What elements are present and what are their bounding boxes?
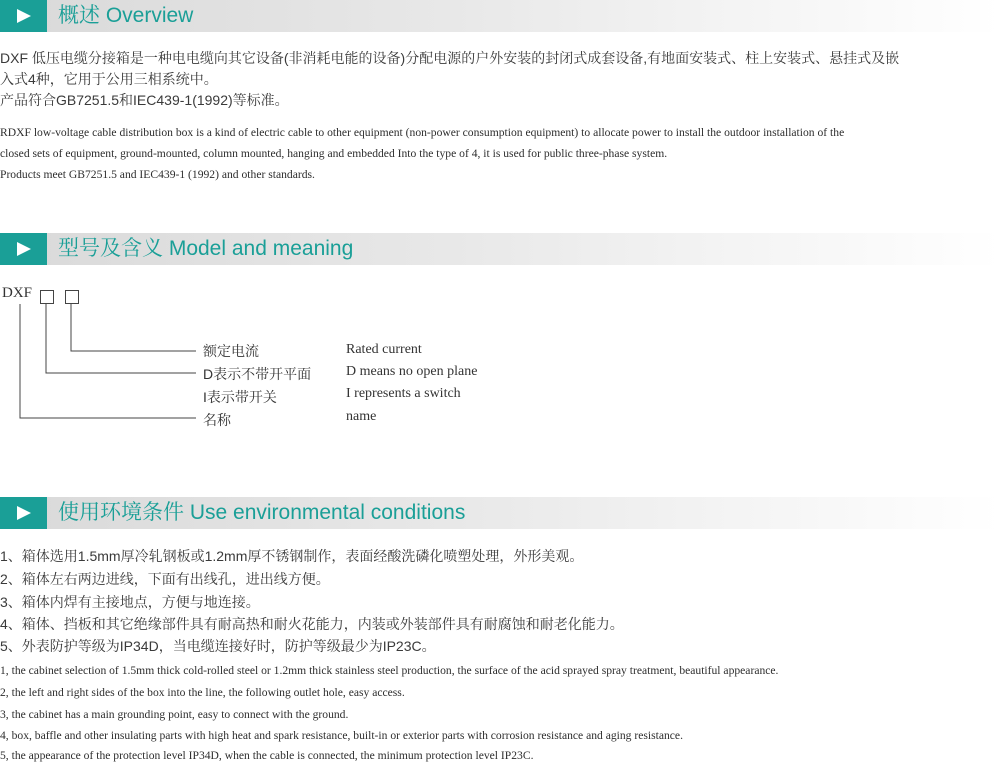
model-item-zh: 额定电流 [203,343,259,359]
model-bracket-diagram [0,300,200,430]
model-item-en: Rated current [346,342,422,357]
model-item-en: D means no open plane [346,364,478,379]
model-item-zh: D表示不带开平面 [203,366,312,382]
play-arrow-icon [0,497,47,529]
conditions-zh-item: 2、箱体左右两边进线，下面有出线孔，进出线方便。 [0,571,330,587]
conditions-zh-item: 3、箱体内焊有主接地点，方便与地连接。 [0,594,260,610]
conditions-en-item: 2, the left and right sides of the box into the line, the following outlet hole, easy access. [0,686,405,699]
conditions-title: 使用环境条件 Use environmental conditions [58,501,466,524]
conditions-en-item: 4, box, baffle and other insulating parts with high heat and spark resistance, built-in or exterior parts with corrosion resistance and aging resistance. [0,729,683,742]
conditions-en-item: 3, the cabinet has a main grounding point, easy to connect with the ground. [0,708,349,721]
overview-section-header [0,0,1000,32]
play-arrow-icon [0,0,47,32]
conditions-zh-item: 4、箱体、挡板和其它绝缘部件具有耐高热和耐火花能力，内装或外装部件具有耐腐蚀和耐老化能力。 [0,616,624,632]
overview-en-line: closed sets of equipment, ground-mounted, column mounted, hanging and embedded Into the type of 4, it is used for public three-phase system. [0,147,668,160]
conditions-en-item: 1, the cabinet selection of 1.5mm thick cold-rolled steel or 1.2mm thick stainless steel production, the surface of the acid sprayed spray treatment, beautiful appearance. [0,664,779,677]
overview-en-line: Products meet GB7251.5 and IEC439-1 (1992) and other standards. [0,168,315,181]
model-item-zh: I表示带开关 [203,389,277,405]
model-item-en: name [346,409,377,424]
overview-zh-line: 入式4种，它用于公用三相系统中。 [0,71,218,87]
conditions-section-header [0,497,1000,529]
overview-en-line: RDXF low-voltage cable distribution box is a kind of electric cable to other equipment (non-power consumption equipment) to allocate power to install the outdoor installation of the [0,126,845,139]
overview-title: 概述 Overview [58,4,194,27]
conditions-zh-item: 1、箱体选用1.5mm厚冷轧钢板或1.2mm厚不锈钢制作，表面经酸洗磷化喷塑处理，外形美观。 [0,548,584,564]
model-item-zh: 名称 [203,412,231,428]
play-arrow-icon [0,233,47,265]
model-code: DXF [2,285,33,301]
model-item-en: I represents a switch [346,386,461,401]
conditions-zh-item: 5、外表防护等级为IP34D，当电缆连接好时，防护等级最少为IP23C。 [0,638,436,654]
overview-zh-line: 产品符合GB7251.5和IEC439-1(1992)等标准。 [0,92,289,108]
model-title: 型号及含义 Model and meaning [58,237,354,260]
conditions-en-item: 5, the appearance of the protection level IP34D, when the cable is connected, the minimum protection level IP23C. [0,749,534,762]
model-section-header [0,233,1000,265]
overview-zh-line: DXF 低压电缆分接箱是一种电电缆向其它设备(非消耗电能的设备)分配电源的户外安装的封闭式成套设备,有地面安装式、柱上安装式、悬挂式及嵌 [0,50,900,66]
